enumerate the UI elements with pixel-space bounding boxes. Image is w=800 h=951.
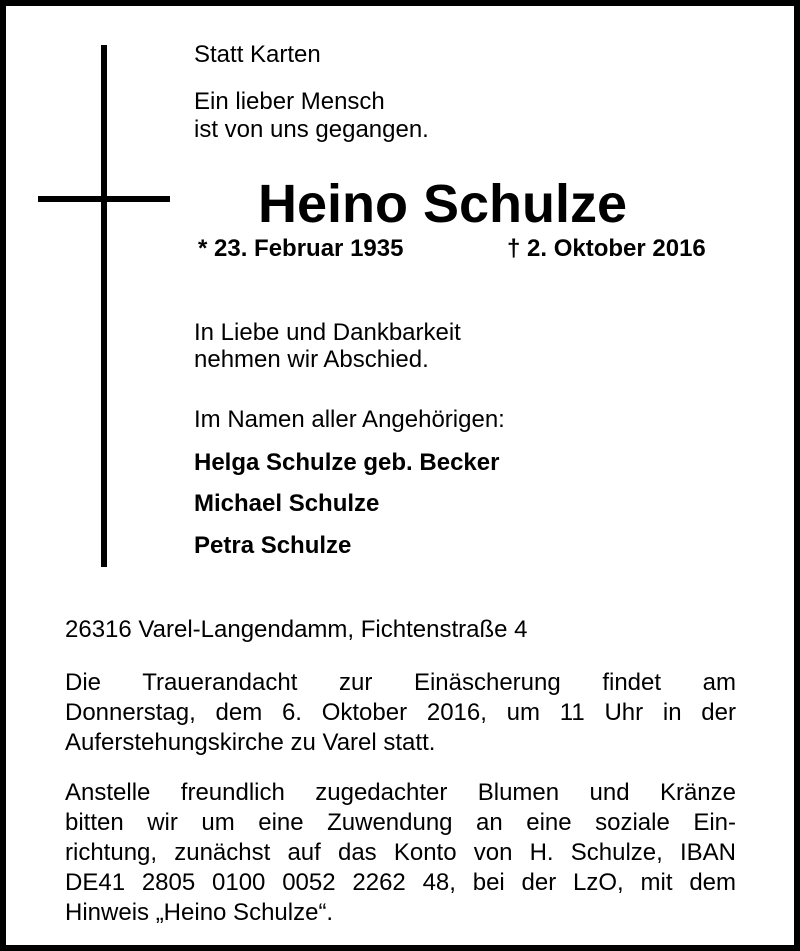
paragraph-line: Auferstehungskirche zu Varel statt. (65, 729, 436, 756)
farewell-line-2: nehmen wir Abschied. (194, 346, 429, 373)
mourner-name: Petra Schulze (194, 532, 352, 559)
deceased-name: Heino Schulze (258, 174, 628, 234)
paragraph-line: Anstelle freundlich zugedachter Blumen und Kränze (65, 779, 736, 806)
intro-line-2: ist von uns gegangen. (194, 116, 429, 143)
address: 26316 Varel-Langendamm, Fichtenstraße 4 (65, 616, 528, 643)
paragraph-line: Donnerstag, dem 6. Oktober 2016, um 11 Uhr in der (65, 699, 736, 726)
paragraph-line: richtung, zunächst auf das Konto von H. Schulze, IBAN (65, 839, 736, 866)
paragraph-line: DE41 2805 0100 0052 2262 48, bei der LzO, mit dem (65, 869, 736, 896)
mourners-intro: Im Namen aller Angehörigen: (194, 406, 505, 433)
mourner-name: Helga Schulze geb. Becker (194, 449, 500, 476)
farewell-line-1: In Liebe und Dankbarkeit (194, 319, 461, 346)
paragraph-line: Hinweis „Heino Schulze“. (65, 899, 334, 926)
cross-horizontal-bar (38, 196, 170, 202)
donation-paragraph (65, 778, 736, 928)
ceremony-paragraph (65, 668, 736, 758)
cross-vertical-bar (101, 45, 107, 567)
statt-karten: Statt Karten (194, 41, 321, 68)
paragraph-line: Die Trauerandacht zur Einäscherung findet am (65, 669, 736, 696)
mourner-name: Michael Schulze (194, 490, 380, 517)
paragraph-line: bitten wir um eine Zuwendung an eine soziale Ein- (65, 809, 736, 836)
intro-line-1: Ein lieber Mensch (194, 88, 385, 115)
birth-date: * 23. Februar 1935 (198, 235, 404, 262)
death-date: † 2. Oktober 2016 (507, 235, 706, 262)
